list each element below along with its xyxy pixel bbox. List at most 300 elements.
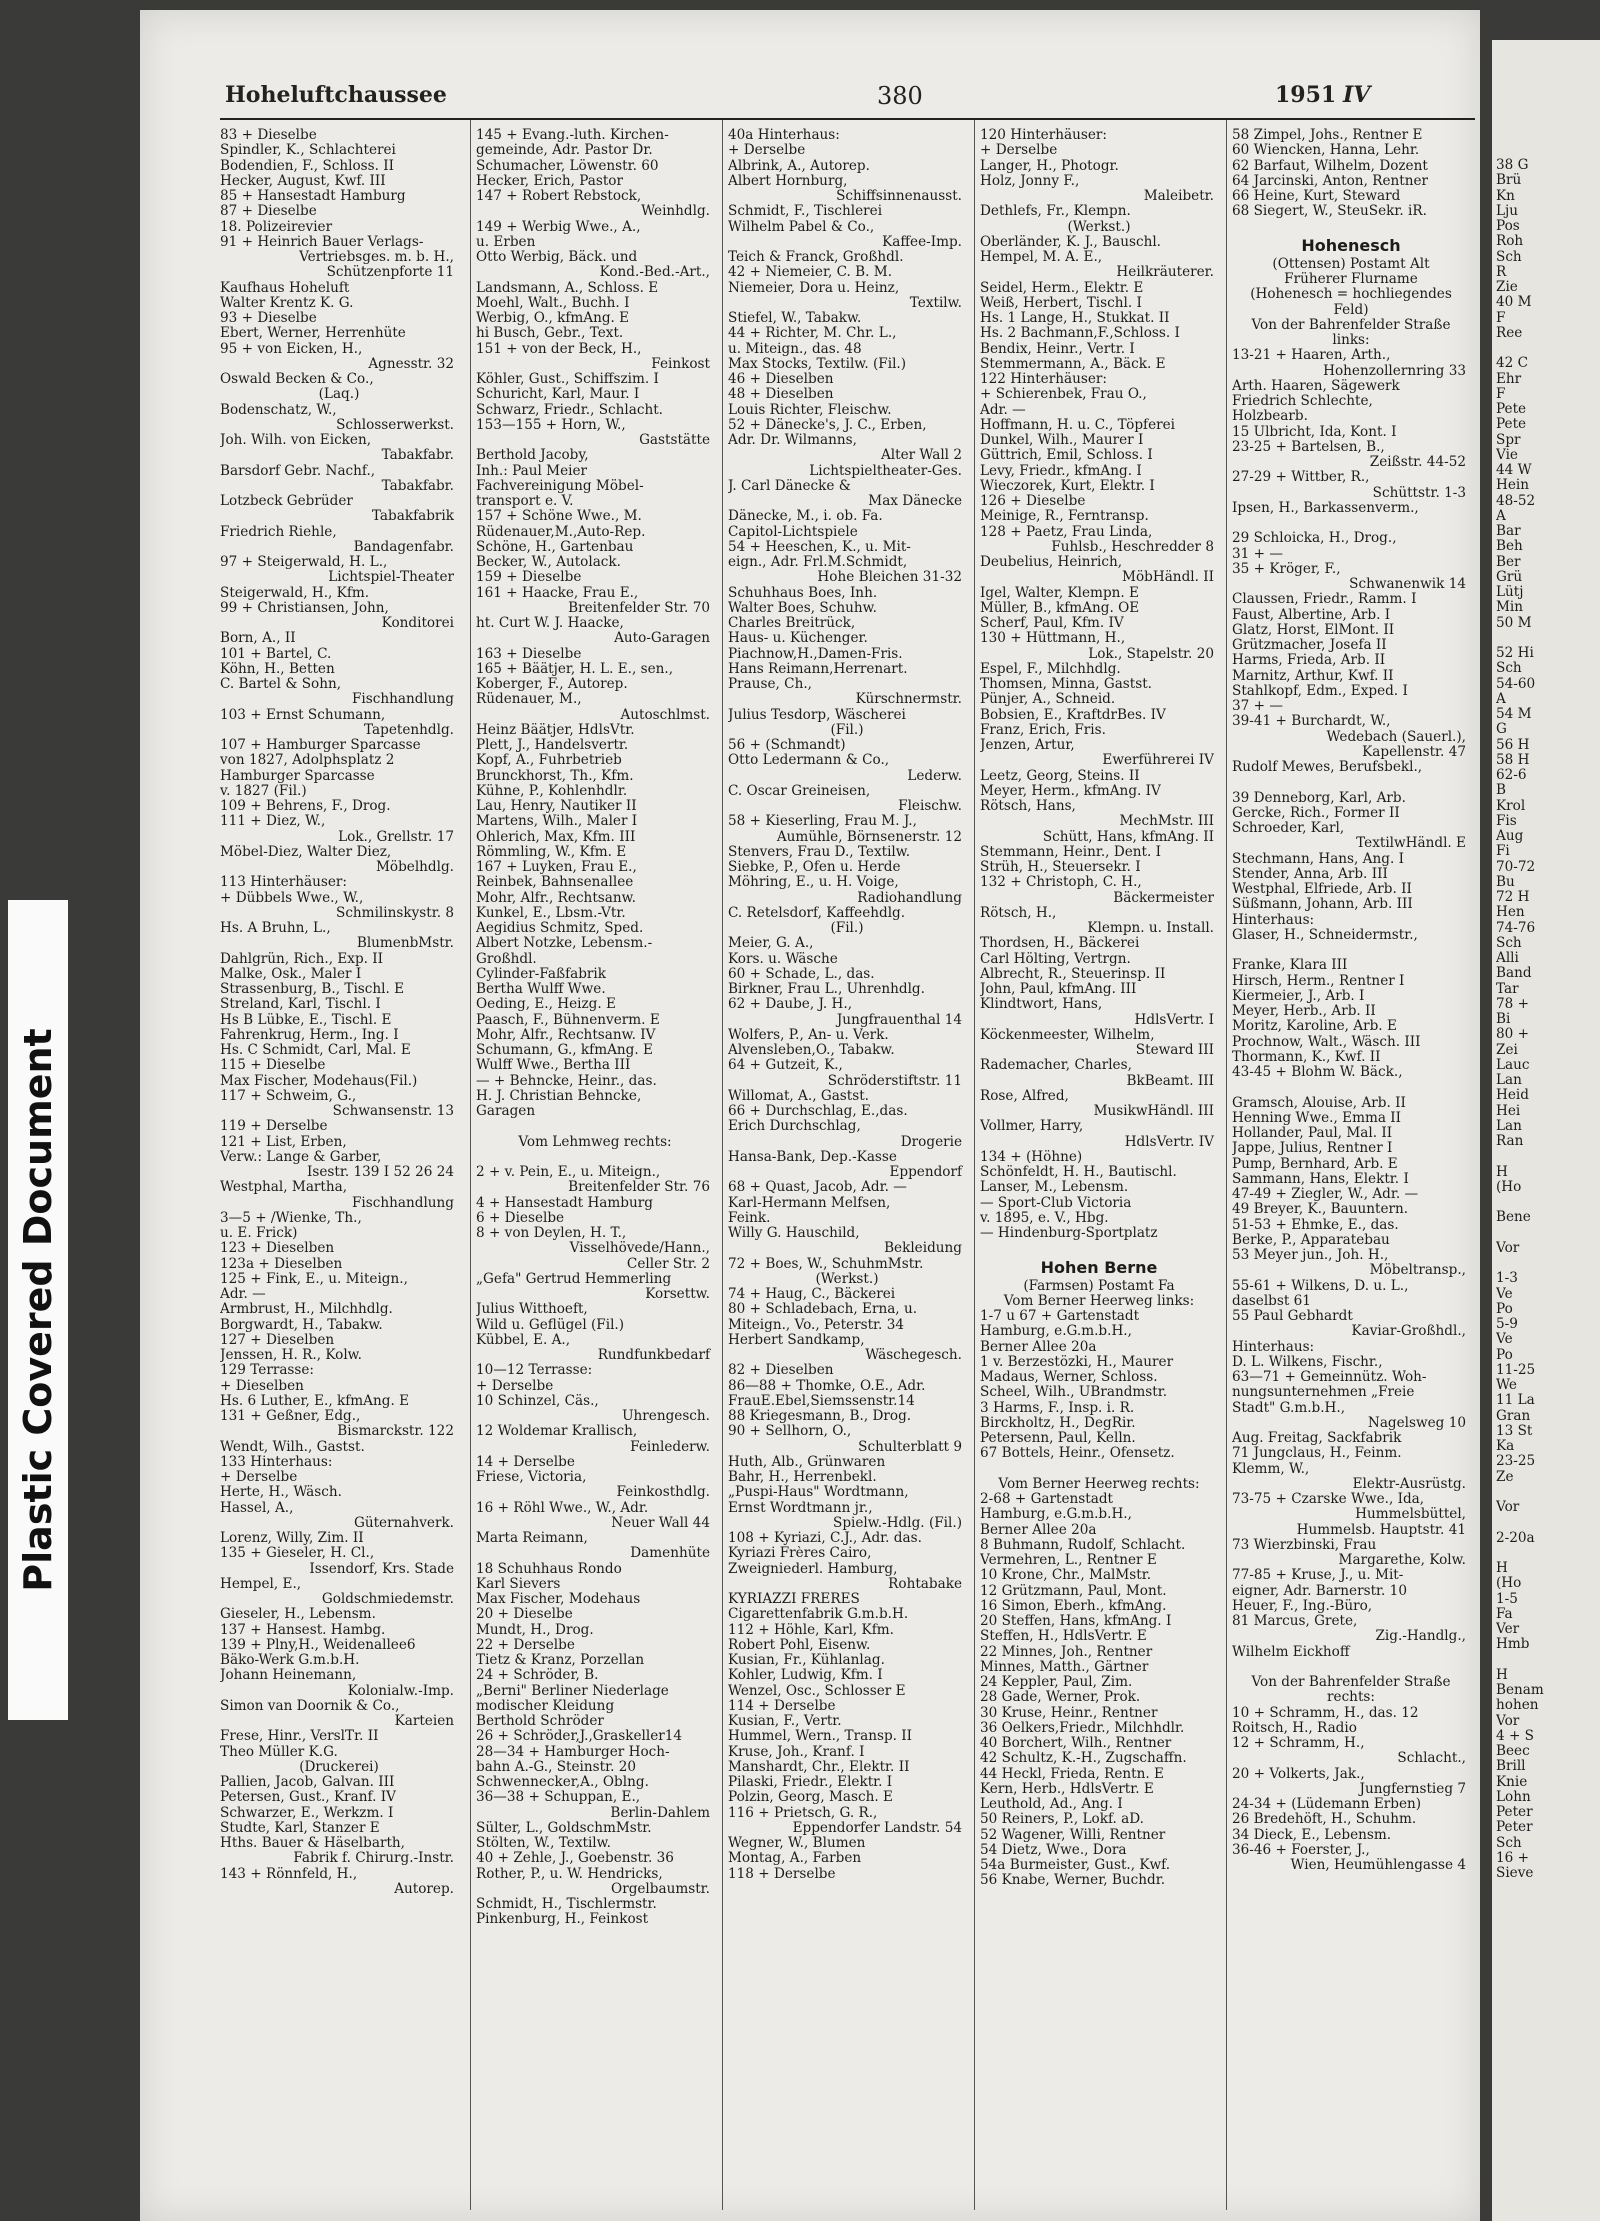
directory-entry: 127 + Dieselben <box>220 1332 335 1348</box>
fragment-line: Peter <box>1496 1805 1533 1820</box>
fragment-line: Ze <box>1496 1469 1514 1485</box>
directory-entry: 97 + Steigerwald, H. L., <box>220 555 388 570</box>
directory-entry: 13-21 + Haaren, Arth., <box>1232 348 1391 364</box>
directory-entry: Feld) <box>1333 302 1369 318</box>
directory-entry: Ohlerich, Max, Kfm. III <box>476 829 636 845</box>
directory-entry: Hs. 1 Lange, H., Stukkat. II <box>980 311 1170 326</box>
directory-entry: 3—5 + /Wienke, Th., <box>220 1210 362 1226</box>
directory-entry: Fleischw. <box>898 799 962 814</box>
column-divider <box>722 120 723 2210</box>
fragment-line: 44 W <box>1496 463 1532 478</box>
fragment-line: Bar <box>1496 524 1521 539</box>
directory-entry: TextilwHändl. E <box>1356 836 1466 852</box>
directory-entry: Becker, W., Autolack. <box>476 555 621 570</box>
directory-column-4 <box>980 128 1218 2208</box>
directory-entry: 15 Ulbricht, Ida, Kont. I <box>1232 424 1397 440</box>
directory-entry: 12 Woldemar Krallisch, <box>476 1424 638 1440</box>
directory-entry: Pünjer, A., Schneid. <box>980 692 1116 708</box>
directory-entry: Römmling, W., Kfm. E <box>476 844 627 860</box>
directory-entry: Kaviar-Großhdl., <box>1351 1324 1466 1340</box>
directory-entry: 42 + Niemeier, C. B. M. <box>728 265 893 281</box>
fragment-line: Heid <box>1496 1088 1529 1104</box>
directory-entry: 44 + Richter, M. Chr. L., <box>728 326 897 342</box>
directory-entry: Carl Hölting, Vertrgn. <box>980 951 1131 967</box>
directory-entry: 26 Bredehöft, H., Schuhm. <box>1232 1812 1417 1828</box>
directory-entry: 12 Grützmann, Paul, Mont. <box>980 1583 1167 1599</box>
fragment-line: F <box>1496 386 1506 402</box>
directory-entry: 54 Dietz, Wwe., Dora <box>980 1842 1127 1858</box>
directory-entry: H. J. Christian Behncke, <box>476 1088 642 1104</box>
directory-entry: Paasch, F., Bühnenverm. E <box>476 1012 660 1028</box>
directory-entry: Kürschnermstr. <box>855 692 962 708</box>
directory-entry: Stadt" G.m.b.H., <box>1232 1400 1346 1416</box>
directory-entry: Brunckhorst, Th., Kfm. <box>476 768 634 784</box>
directory-entry: + Dieselben <box>220 1378 304 1394</box>
directory-entry: 28 Gade, Werner, Prok. <box>980 1690 1141 1706</box>
directory-entry: Bertha Wulff Wwe. <box>476 982 606 997</box>
fragment-line: Hmb <box>1496 1637 1530 1653</box>
fragment-line: Tar <box>1496 981 1519 997</box>
directory-entry: Verw.: Lange & Garber, <box>220 1149 382 1165</box>
directory-entry: Lorenz, Willy, Zim. II <box>220 1531 364 1546</box>
directory-entry: 12 + Schramm, H., <box>1232 1736 1365 1751</box>
directory-entry: 58 + Kieserling, Frau M. J., <box>728 814 917 830</box>
directory-entry: 10 + Schramm, H., das. 12 <box>1232 1705 1419 1721</box>
directory-entry: John, Paul, kfmAng. III <box>980 982 1137 997</box>
directory-entry: Schumacher, Löwenstr. 60 <box>476 158 659 174</box>
fragment-line <box>1496 1256 1600 1271</box>
directory-entry: Fachvereinigung Möbel- <box>476 478 644 494</box>
fragment-line: Vie <box>1496 447 1518 463</box>
directory-entry: Bodendien, F., Schloss. II <box>220 158 394 174</box>
directory-column-2 <box>476 128 714 2208</box>
directory-entry: 66 + Durchschlag, E.,das. <box>728 1104 908 1119</box>
directory-entry: 22 Minnes, Joh., Rentner <box>980 1644 1153 1660</box>
directory-entry: Müller, B., kfmAng. OE <box>980 600 1140 616</box>
directory-entry: 62 Barfaut, Wilhelm, Dozent <box>1232 158 1428 174</box>
directory-entry: Stemmermann, A., Bäck. E <box>980 356 1166 372</box>
directory-entry: 114 + Derselbe <box>728 1698 836 1714</box>
directory-entry: Berke, P., Apparatebau <box>1232 1232 1390 1248</box>
directory-entry: Bahr, H., Herrenbekl. <box>728 1470 877 1485</box>
fragment-line: Gran <box>1496 1408 1531 1424</box>
directory-entry: Oberländer, K. J., Bauschl. <box>980 234 1162 250</box>
directory-entry: 30 Kruse, Heinr., Rentner <box>980 1705 1158 1721</box>
directory-entry: 115 + Dieselbe <box>220 1058 326 1074</box>
directory-entry: Hinterhaus: <box>1232 912 1315 928</box>
directory-entry: Espel, F., Milchhdlg. <box>980 661 1121 677</box>
directory-entry: rechts: <box>1327 1690 1375 1706</box>
directory-entry: Joh. Wilh. von Eicken, <box>220 433 372 448</box>
directory-entry: Visselhövede/Hann., <box>569 1241 710 1257</box>
directory-entry: Garagen <box>476 1104 536 1119</box>
directory-entry: Dahlgrün, Rich., Exp. II <box>220 951 384 967</box>
directory-entry: Julius Witthoeft, <box>476 1302 588 1318</box>
directory-entry: Hoffmann, H. u. C., Töpferei <box>980 417 1176 433</box>
directory-entry: Dänecke, M., i. ob. Fa. <box>728 509 883 525</box>
directory-entry: von 1827, Adolphsplatz 2 <box>220 753 395 769</box>
directory-entry: 20 + Volkerts, Jak., <box>1232 1766 1365 1782</box>
directory-entry: eign., Adr. Frl.M.Schmidt, <box>728 555 908 570</box>
directory-entry: MechMstr. III <box>1119 814 1214 830</box>
directory-entry: Pallien, Jacob, Galvan. III <box>220 1775 395 1790</box>
directory-entry: Karl Sievers <box>476 1576 561 1592</box>
fragment-line: Lju <box>1496 203 1518 219</box>
directory-entry: Korsettw. <box>645 1287 710 1302</box>
directory-entry: (Fil.) <box>830 921 864 936</box>
plastic-covered-label <box>8 900 68 1720</box>
directory-entry: Otto Ledermann & Co., <box>728 753 890 769</box>
fragment-line: 52 Hi <box>1496 646 1534 661</box>
directory-entry: Schwarz, Friedr., Schlacht. <box>476 402 663 418</box>
directory-entry: Wilhelm Pabel & Co., <box>728 219 875 235</box>
directory-entry: + Dübbels Wwe., W., <box>220 890 364 906</box>
directory-entry: Hansa-Bank, Dep.-Kasse <box>728 1149 897 1165</box>
directory-entry: Aumühle, Börnsenerstr. 12 <box>776 829 962 845</box>
fragment-line <box>1496 1546 1600 1561</box>
directory-entry: 167 + Luyken, Frau E., <box>476 860 637 875</box>
directory-entry: Kern, Herb., HdlsVertr. E <box>980 1781 1154 1797</box>
directory-entry: 42 Schultz, K.-H., Zugschaffn. <box>980 1751 1187 1767</box>
directory-column-3 <box>728 128 966 2208</box>
directory-entry: Landsmann, A., Schloss. E <box>476 280 659 296</box>
directory-entry: Jappe, Julius, Rentner I <box>1232 1141 1393 1157</box>
directory-entry: 88 Kriegesmann, B., Drog. <box>728 1409 912 1424</box>
header-rule <box>220 118 1475 120</box>
directory-entry: Lanser, M., Lebensm. <box>980 1180 1129 1196</box>
directory-entry: Manshardt, Chr., Elektr. II <box>728 1759 910 1775</box>
directory-entry: Malke, Osk., Maler I <box>220 966 362 982</box>
directory-entry: Hummel, Wern., Transp. II <box>728 1729 913 1745</box>
directory-entry: — Sport-Club Victoria <box>980 1195 1132 1211</box>
directory-entry <box>476 1150 714 1165</box>
directory-entry: 26 + Schröder,J.,Graskeller14 <box>476 1729 683 1745</box>
directory-entry: 20 + Dieselbe <box>476 1607 573 1623</box>
directory-entry: Schiffsinnenausst. <box>836 189 962 204</box>
directory-entry: Steward III <box>1135 1043 1214 1058</box>
directory-entry: Steigerwald, H., Kfm. <box>220 585 370 601</box>
directory-entry: Gercke, Rich., Former II <box>1232 805 1400 821</box>
directory-entry: Hs. 6 Luther, E., kfmAng. E <box>220 1393 410 1409</box>
fragment-line: hohen <box>1496 1698 1539 1714</box>
directory-entry: v. 1895, e. V., Hbg. <box>980 1210 1109 1226</box>
directory-entry: Güternahverk. <box>353 1515 454 1531</box>
directory-entry: Roitsch, H., Radio <box>1232 1720 1357 1736</box>
directory-entry: Schönfeldt, H. H., Bautischl. <box>980 1165 1177 1180</box>
directory-entry: Thormann, K., Kwf. II <box>1232 1049 1381 1065</box>
fragment-line: Bi <box>1496 1012 1511 1027</box>
directory-entry: 112 + Höhle, Karl, Kfm. <box>728 1622 894 1638</box>
directory-entry: Weinhdlg. <box>641 204 710 220</box>
directory-entry: Hecker, August, Kwf. III <box>220 173 386 189</box>
fragment-line <box>1496 631 1600 646</box>
directory-entry: Westphal, Martha, <box>220 1180 348 1196</box>
directory-entry: Wieczorek, Kurt, Elektr. I <box>980 478 1155 494</box>
directory-entry: Zig.-Handlg., <box>1375 1629 1466 1645</box>
directory-entry <box>1232 516 1470 531</box>
directory-entry: Cigarettenfabrik G.m.b.H. <box>728 1607 909 1623</box>
header-page-number: 380 <box>877 82 923 110</box>
directory-entry: 62 + Daube, J. H., <box>728 997 853 1013</box>
fragment-line: Ve <box>1496 1286 1513 1302</box>
directory-entry: 10 Krone, Chr., MalMstr. <box>980 1568 1152 1584</box>
directory-entry: Borgwardt, H., Tabakw. <box>220 1317 383 1333</box>
directory-entry: 36-46 + Foerster, J., <box>1232 1842 1370 1858</box>
directory-entry: 29 Schloicka, H., Drog., <box>1232 531 1397 547</box>
directory-entry: 52 + Dänecke's, J. C., Erben, <box>728 417 927 433</box>
directory-entry: Feinkost <box>651 356 710 372</box>
directory-entry: Max Fischer, Modehaus(Fil.) <box>220 1073 418 1089</box>
directory-entry: Feinkosthdlg. <box>616 1485 710 1501</box>
fragment-line: We <box>1496 1378 1517 1393</box>
directory-entry: Uhrengesch. <box>622 1409 710 1424</box>
directory-entry: Franz, Erich, Fris. <box>980 722 1106 738</box>
directory-entry: Fischhandlung <box>352 1195 454 1211</box>
fragment-line: Hein <box>1496 478 1530 494</box>
directory-entry: Albrecht, R., Steuerinsp. II <box>980 966 1166 982</box>
directory-entry: „Puspi-Haus" Wordtmann, <box>728 1485 909 1501</box>
directory-entry: 86—88 + Thomke, O.E., Adr. <box>728 1378 926 1394</box>
directory-entry: Charles Breitrück, <box>728 616 856 631</box>
fragment-line: Fis <box>1496 813 1517 829</box>
directory-entry: Wedebach (Sauerl.), <box>1326 729 1466 745</box>
directory-entry: Schüttstr. 1-3 <box>1372 485 1466 501</box>
fragment-line: 48-52 <box>1496 493 1536 509</box>
directory-entry: Von der Bahrenfelder Straße <box>1251 317 1451 333</box>
directory-entry: Strassenburg, B., Tischl. E <box>220 982 405 997</box>
directory-entry: Kaffee-Imp. <box>882 234 962 250</box>
fragment-line: Brill <box>1496 1759 1526 1775</box>
directory-entry: Von der Bahrenfelder Straße <box>1251 1675 1451 1690</box>
fragment-line <box>1496 1515 1600 1530</box>
directory-entry: C. Oscar Greineisen, <box>728 783 871 799</box>
fragment-line: (Ho <box>1496 1179 1522 1195</box>
directory-entry: Bobsien, E., KraftdrBes. IV <box>980 707 1166 723</box>
directory-entry: Feinlederw. <box>630 1439 710 1455</box>
directory-entry: Spindler, K., Schlachterei <box>220 143 396 159</box>
directory-entry: Kors. u. Wäsche <box>728 951 838 967</box>
directory-entry: Hans Reimann,Herrenart. <box>728 661 908 677</box>
directory-entry: Haus- u. Küchenger. <box>728 631 868 647</box>
directory-entry: Holz, Jonny F., <box>980 173 1080 189</box>
directory-entry: Prause, Ch., <box>728 677 812 692</box>
directory-entry: Lok., Stapelstr. 20 <box>1088 646 1214 662</box>
directory-entry: Tabakfabrik <box>371 509 454 525</box>
directory-entry: C. Bartel & Sohn, <box>220 677 342 692</box>
directory-entry: Marnitz, Arthur, Kwf. II <box>1232 668 1394 684</box>
directory-entry <box>1232 1080 1470 1095</box>
directory-entry: Prochnow, Walt., Wäsch. III <box>1232 1034 1421 1050</box>
directory-entry: BkBeamt. III <box>1126 1073 1214 1089</box>
fragment-line: G <box>1496 722 1507 738</box>
fragment-line: 4 + S <box>1496 1728 1534 1744</box>
fragment-line: Pete <box>1496 417 1527 433</box>
directory-entry: Berthold Jacoby, <box>476 448 589 464</box>
directory-entry: Kunkel, E., Lbsm.-Vtr. <box>476 905 626 921</box>
directory-entry: 52 Wagener, Willi, Rentner <box>980 1827 1166 1843</box>
directory-entry: Fahrenkrug, Herm., Ing. I <box>220 1027 399 1043</box>
directory-entry: Heuer, F., Ing.-Büro, <box>1232 1598 1373 1614</box>
directory-entry: Schwanenwik 14 <box>1349 577 1466 592</box>
directory-entry: u. Erben <box>476 234 536 250</box>
directory-entry: D. L. Wilkens, Fischr., <box>1232 1354 1383 1370</box>
directory-entry: Herte, H., Wäsch. <box>220 1485 342 1501</box>
directory-entry: Zeißstr. 44-52 <box>1369 455 1466 470</box>
column-divider <box>1226 120 1227 2210</box>
directory-entry: 73 Wierzbinski, Frau <box>1232 1537 1377 1553</box>
directory-entry: 139 + Plny,H., Weidenallee6 <box>220 1637 416 1653</box>
directory-entry: Louis Richter, Fleischw. <box>728 402 892 418</box>
fragment-line: F <box>1496 310 1506 326</box>
directory-entry: 2 + v. Pein, E., u. Miteign., <box>476 1165 661 1180</box>
directory-entry: Mohr, Alfr., Rechtsanw. <box>476 890 636 906</box>
directory-entry: Moritz, Karoline, Arb. E <box>1232 1019 1397 1035</box>
fragment-line: 80 + <box>1496 1027 1530 1043</box>
directory-entry: 147 + Robert Rebstock, <box>476 189 642 204</box>
directory-entry: 113 Hinterhäuser: <box>220 875 347 891</box>
directory-entry: 60 Wiencken, Hanna, Lehr. <box>1232 143 1420 159</box>
directory-entry: 64 Jarcinski, Anton, Rentner <box>1232 173 1429 189</box>
fragment-line: Krol <box>1496 798 1526 814</box>
directory-entry: 3 Harms, F., Insp. i. R. <box>980 1400 1135 1416</box>
directory-entry: 22 + Derselbe <box>476 1637 575 1653</box>
directory-entry: 133 Hinterhaus: <box>220 1454 333 1470</box>
directory-entry: Heilkräuterer. <box>1116 265 1214 281</box>
directory-entry: 16 + Röhl Wwe., W., Adr. <box>476 1500 649 1516</box>
directory-entry: 23-25 + Bartelsen, B., <box>1232 439 1385 455</box>
directory-entry: Adr. Dr. Wilmanns, <box>728 433 857 448</box>
directory-entry: Glaser, H., Schneidermstr., <box>1232 927 1418 943</box>
directory-entry: 6 + Dieselbe <box>476 1210 565 1226</box>
directory-entry: Alter Wall 2 <box>880 448 962 464</box>
header-street: Hoheluftchaussee <box>225 82 447 108</box>
directory-entry: Capitol-Lichtspiele <box>728 524 858 540</box>
directory-entry: Streland, Karl, Tischl. I <box>220 997 381 1013</box>
directory-entry: Hempel, M. A. E., <box>980 250 1103 265</box>
directory-entry: Bendix, Heinr., Vertr. I <box>980 341 1135 357</box>
directory-entry: Rundfunkbedarf <box>597 1348 710 1363</box>
directory-entry: Kiermeier, J., Arb. I <box>1232 988 1365 1004</box>
directory-entry: 93 + Dieselbe <box>220 311 317 326</box>
directory-entry: Walter Krentz K. G. <box>220 295 354 311</box>
directory-entry: Pump, Bernhard, Arb. E <box>1232 1156 1398 1172</box>
directory-entry: Hamburg, e.G.m.b.H., <box>980 1324 1132 1340</box>
fragment-line <box>1496 341 1600 356</box>
fragment-line: Sch <box>1496 249 1522 265</box>
directory-entry: 74 + Haug, C., Bäckerei <box>728 1287 896 1302</box>
directory-entry: 111 + Diez, W., <box>220 814 326 830</box>
directory-entry: 10 Schinzel, Cäs., <box>476 1393 599 1409</box>
directory-entry: Montag, A., Farben <box>728 1851 862 1867</box>
directory-entry: Rohtabake <box>888 1576 962 1592</box>
directory-entry: Klemm, W., <box>1232 1461 1310 1477</box>
fragment-line: 54 M <box>1496 707 1532 722</box>
fragment-line: Ree <box>1496 325 1523 341</box>
directory-entry: Frese, Hinr., VerslTr. II <box>220 1729 379 1745</box>
adjacent-page-edge <box>1492 40 1600 2221</box>
fragment-line: Lohn <box>1496 1789 1531 1805</box>
directory-entry: 90 + Sellhorn, O., <box>728 1424 852 1440</box>
directory-entry: Kühne, P., Kohlenhdlr. <box>476 783 628 799</box>
fragment-line: Band <box>1496 966 1532 982</box>
directory-entry: Konditorei <box>381 616 454 631</box>
directory-entry: Agnesstr. 32 <box>368 356 454 372</box>
directory-entry: Max Fischer, Modehaus <box>476 1592 641 1607</box>
fragment-line: Grü <box>1496 569 1523 585</box>
directory-entry: 27-29 + Wittber, R., <box>1232 470 1370 486</box>
fragment-line: 70-72 <box>1496 859 1536 875</box>
directory-entry: 46 + Dieselben <box>728 372 834 387</box>
directory-entry: 68 + Quast, Jacob, Adr. — <box>728 1180 907 1196</box>
directory-entry: Hassel, A., <box>220 1500 294 1516</box>
directory-entry: Meier, G. A., <box>728 936 814 952</box>
fragment-line: 56 H <box>1496 737 1530 753</box>
directory-entry: 119 + Derselbe <box>220 1119 328 1135</box>
directory-entry: Wilhelm Eickhoff <box>1232 1644 1350 1660</box>
directory-entry: (Hohenesch = hochliegendes <box>1250 287 1452 303</box>
directory-entry: + Derselbe <box>220 1470 298 1485</box>
fragment-line: Lütj <box>1496 585 1524 600</box>
directory-entry: hi Busch, Gebr., Text. <box>476 326 624 342</box>
directory-entry: Kruse, Joh., Kranf. I <box>728 1744 865 1760</box>
directory-entry: Marta Reimann, <box>476 1531 588 1546</box>
directory-entry <box>1232 220 1470 235</box>
directory-entry: Dethlefs, Fr., Klempn. <box>980 204 1131 220</box>
directory-entry: + Derselbe <box>476 1378 554 1394</box>
directory-entry: Alvensleben,O., Tabakw. <box>728 1043 895 1058</box>
directory-entry: Erich Durchschlag, <box>728 1119 861 1135</box>
directory-entry: Meyer, Herm., kfmAng. IV <box>980 783 1161 799</box>
directory-entry: Lichtspiel-Theater <box>328 570 454 586</box>
directory-entry: Lichtspieltheater-Ges. <box>809 463 962 479</box>
directory-entry: 36—38 + Schuppan, E., <box>476 1790 641 1806</box>
directory-entry: Langer, H., Photogr. <box>980 158 1119 174</box>
directory-entry: Bäko-Werk G.m.b.H. <box>220 1653 360 1668</box>
directory-entry: Kyriazi Frères Cairo, <box>728 1546 872 1562</box>
directory-entry: Hummelsbüttel, <box>1355 1507 1466 1523</box>
directory-entry: Albert Notzke, Lebensm.- <box>476 936 653 952</box>
directory-entry: Hempel, E., <box>220 1576 302 1592</box>
directory-entry: 77-85 + Kruse, J., u. Mit- <box>1232 1568 1404 1584</box>
directory-entry <box>1232 1660 1470 1675</box>
directory-entry: 40a Hinterhaus: <box>728 128 840 143</box>
directory-entry: Kolonialw.-Imp. <box>347 1683 454 1699</box>
fragment-line: B <box>1496 783 1506 799</box>
directory-entry: 31 + — <box>1232 546 1283 562</box>
fragment-line <box>1496 1226 1600 1241</box>
directory-entry: 56 Knabe, Werner, Buchdr. <box>980 1873 1166 1889</box>
directory-entry: Mundt, H., Drog. <box>476 1622 594 1638</box>
directory-entry: 72 + Boes, W., SchuhmMstr. <box>728 1256 924 1272</box>
directory-entry: Köhler, Gust., Schiffszim. I <box>476 372 659 387</box>
directory-entry: 28—34 + Hamburger Hoch- <box>476 1744 670 1760</box>
directory-entry: Hamburg, e.G.m.b.H., <box>980 1507 1132 1523</box>
directory-entry: Neuer Wall 44 <box>611 1515 710 1531</box>
directory-entry: Grützmacher, Josefa II <box>1232 638 1387 653</box>
directory-entry: Goldschmiedemstr. <box>321 1592 454 1607</box>
directory-entry: Bekleidung <box>884 1241 962 1257</box>
directory-column-1 <box>220 128 458 2208</box>
directory-entry: Hs. A Bruhn, L., <box>220 921 331 936</box>
directory-entry: Eppendorf <box>889 1165 962 1180</box>
directory-entry: Schlacht., <box>1397 1751 1466 1767</box>
directory-column-5 <box>1232 128 1470 2208</box>
header-volume: IV <box>1343 82 1371 108</box>
directory-entry: (Druckerei) <box>299 1759 379 1775</box>
directory-entry: Elektr-Ausrüstg. <box>1352 1476 1466 1492</box>
directory-entry: Schumann, G., kfmAng. E <box>476 1043 653 1058</box>
fragment-line <box>1496 1653 1600 1668</box>
